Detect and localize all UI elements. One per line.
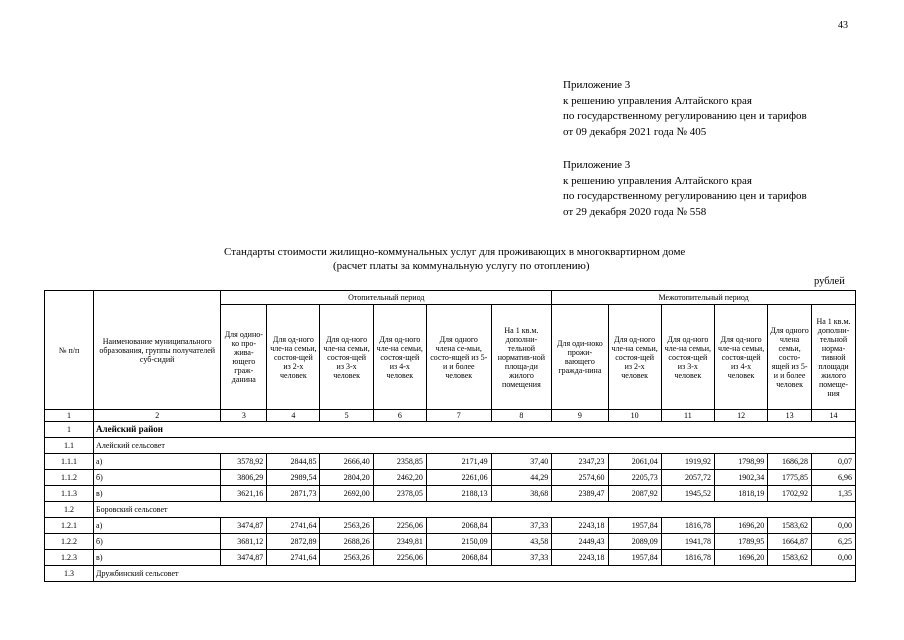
appendix-line: по государственному регулированию цен и тарифов bbox=[563, 110, 807, 122]
value-cell: 2449,43 bbox=[552, 534, 608, 550]
settlement-row bbox=[45, 502, 856, 518]
value-cell: 2061,04 bbox=[608, 454, 661, 470]
value-cell: 37,40 bbox=[491, 454, 552, 470]
value-cell: 1818,19 bbox=[714, 486, 767, 502]
appendix-line: к решению управления Алтайского края bbox=[563, 174, 752, 187]
value-cell: 1816,78 bbox=[661, 518, 714, 534]
column-number: 5 bbox=[320, 410, 373, 422]
row-code: 1.2 bbox=[45, 502, 94, 518]
value-cell: 2844,85 bbox=[267, 454, 320, 470]
value-cell: 2261,06 bbox=[426, 470, 491, 486]
header-interheating-col: Для од-ного чле-на семьи, состоя-щей из 4-х человек bbox=[714, 305, 767, 410]
value-cell: 1,35 bbox=[812, 486, 856, 502]
row-code: 1.1 bbox=[45, 438, 94, 454]
value-cell: 2804,20 bbox=[320, 470, 373, 486]
header-interheating-col: Для оди-ноко прожи-вающего гражда-нина bbox=[552, 305, 608, 410]
appendix-line: Приложение 3 bbox=[563, 159, 631, 171]
value-cell: 0,00 bbox=[812, 518, 856, 534]
value-cell: 6,25 bbox=[812, 534, 856, 550]
value-cell: 2871,73 bbox=[267, 486, 320, 502]
table-row bbox=[45, 518, 856, 534]
header-heating-col: Для од-ного чле-на семьи, состоя-щей из 3-х человек bbox=[320, 305, 373, 410]
settlement-name: Боровский сельсовет bbox=[94, 502, 856, 518]
settlement-row bbox=[45, 438, 856, 454]
value-cell: 2989,54 bbox=[267, 470, 320, 486]
value-cell: 3474,87 bbox=[221, 550, 267, 566]
appendix-current-block bbox=[563, 78, 807, 140]
value-cell: 2462,20 bbox=[373, 470, 426, 486]
value-cell: 2188,13 bbox=[426, 486, 491, 502]
column-number: 11 bbox=[661, 410, 714, 422]
row-code: 1 bbox=[45, 422, 94, 438]
value-cell: 2692,00 bbox=[320, 486, 373, 502]
value-cell: 2389,47 bbox=[552, 486, 608, 502]
value-cell: 2666,40 bbox=[320, 454, 373, 470]
appendix-line: к решению управления Алтайского края bbox=[563, 94, 752, 107]
row-code: 1.2.3 bbox=[45, 550, 94, 566]
header-heating-period: Отопительный период bbox=[221, 291, 552, 305]
value-cell: 2150,09 bbox=[426, 534, 491, 550]
header-interheating-col: Для одного члена семьи, состо-ящей из 5-и и более человек bbox=[768, 305, 812, 410]
value-cell: 3578,92 bbox=[221, 454, 267, 470]
header-heating-col: Для одного члена се-мьи, состо-ящей из 5-и и более человек bbox=[426, 305, 491, 410]
row-code: 1.3 bbox=[45, 566, 94, 582]
table-row bbox=[45, 550, 856, 566]
value-cell: 2256,06 bbox=[373, 518, 426, 534]
value-cell: 2574,60 bbox=[552, 470, 608, 486]
column-number: 14 bbox=[812, 410, 856, 422]
value-cell: 0,00 bbox=[812, 550, 856, 566]
value-cell: 1957,84 bbox=[608, 550, 661, 566]
row-code: 1.1.3 bbox=[45, 486, 94, 502]
value-cell: 3681,12 bbox=[221, 534, 267, 550]
table-body bbox=[45, 422, 856, 582]
value-cell: 1816,78 bbox=[661, 550, 714, 566]
value-cell: 3806,29 bbox=[221, 470, 267, 486]
appendix-line: от 09 декабря 2021 года № 405 bbox=[563, 125, 707, 138]
title-subline: (расчет платы за коммунальную услугу по отоплению) bbox=[333, 260, 590, 272]
table-row bbox=[45, 486, 856, 502]
column-number: 2 bbox=[94, 410, 221, 422]
value-cell: 1686,28 bbox=[768, 454, 812, 470]
value-cell: 2688,26 bbox=[320, 534, 373, 550]
currency-unit: рублей bbox=[814, 276, 845, 287]
header-heating-col: Для одино-ко про-жива-ющего граж-данина bbox=[221, 305, 267, 410]
district-name: Алейский район bbox=[94, 422, 856, 438]
value-cell: 3621,16 bbox=[221, 486, 267, 502]
value-cell: 2563,26 bbox=[320, 550, 373, 566]
header-heating-col: Для од-ного чле-на семьи, состоя-щей из 2-х человек bbox=[267, 305, 320, 410]
district-row bbox=[45, 422, 856, 438]
value-cell: 2358,85 bbox=[373, 454, 426, 470]
value-cell: 1902,34 bbox=[714, 470, 767, 486]
appendix-line: по государственному регулированию цен и тарифов bbox=[563, 190, 807, 202]
column-number: 12 bbox=[714, 410, 767, 422]
settlement-name: Алейский сельсовет bbox=[94, 438, 856, 454]
value-cell: 3474,87 bbox=[221, 518, 267, 534]
column-number: 10 bbox=[608, 410, 661, 422]
header-interheating-col: Для од-ного чле-на семьи, состоя-щей из 2-х человек bbox=[608, 305, 661, 410]
row-code: 1.1.2 bbox=[45, 470, 94, 486]
row-label: в) bbox=[94, 550, 221, 566]
value-cell: 1941,78 bbox=[661, 534, 714, 550]
value-cell: 1583,62 bbox=[768, 550, 812, 566]
value-cell: 44,29 bbox=[491, 470, 552, 486]
header-heating-col: Для од-ного чле-на семьи, состоя-щей из 4-х человек bbox=[373, 305, 426, 410]
value-cell: 1945,52 bbox=[661, 486, 714, 502]
value-cell: 2378,05 bbox=[373, 486, 426, 502]
column-number: 3 bbox=[221, 410, 267, 422]
value-cell: 2057,72 bbox=[661, 470, 714, 486]
value-cell: 2089,09 bbox=[608, 534, 661, 550]
value-cell: 2068,84 bbox=[426, 518, 491, 534]
value-cell: 43,58 bbox=[491, 534, 552, 550]
column-number: 13 bbox=[768, 410, 812, 422]
value-cell: 1798,99 bbox=[714, 454, 767, 470]
row-label: б) bbox=[94, 470, 221, 486]
page-number: 43 bbox=[838, 20, 848, 31]
value-cell: 1789,95 bbox=[714, 534, 767, 550]
value-cell: 0,07 bbox=[812, 454, 856, 470]
value-cell: 2741,64 bbox=[267, 518, 320, 534]
value-cell: 38,68 bbox=[491, 486, 552, 502]
value-cell: 2741,64 bbox=[267, 550, 320, 566]
value-cell: 1775,85 bbox=[768, 470, 812, 486]
value-cell: 1583,62 bbox=[768, 518, 812, 534]
column-number: 1 bbox=[45, 410, 94, 422]
appendix-line: Приложение 3 bbox=[563, 79, 631, 91]
value-cell: 2068,84 bbox=[426, 550, 491, 566]
value-cell: 2872,89 bbox=[267, 534, 320, 550]
row-label: а) bbox=[94, 518, 221, 534]
value-cell: 1664,87 bbox=[768, 534, 812, 550]
column-number-row bbox=[45, 410, 856, 422]
value-cell: 1696,20 bbox=[714, 518, 767, 534]
column-number: 7 bbox=[426, 410, 491, 422]
settlement-name: Дружбинский сельсовет bbox=[94, 566, 856, 582]
header-interheating-col: На 1 кв.м. дополни-тельной норма-тивной площади жилого помеще-ния bbox=[812, 305, 856, 410]
value-cell: 1696,20 bbox=[714, 550, 767, 566]
header-interheating-period: Межотопительный период bbox=[552, 291, 856, 305]
row-code: 1.2.1 bbox=[45, 518, 94, 534]
header-number: № п/п bbox=[45, 291, 94, 410]
appendix-line: от 29 декабря 2020 года № 558 bbox=[563, 205, 707, 218]
cost-standards-table bbox=[44, 290, 856, 582]
value-cell: 37,33 bbox=[491, 550, 552, 566]
value-cell: 6,96 bbox=[812, 470, 856, 486]
value-cell: 2347,23 bbox=[552, 454, 608, 470]
value-cell: 2349,81 bbox=[373, 534, 426, 550]
value-cell: 2563,26 bbox=[320, 518, 373, 534]
value-cell: 1957,84 bbox=[608, 518, 661, 534]
row-code: 1.2.2 bbox=[45, 534, 94, 550]
header-heating-col: На 1 кв.м. дополни-тельной норматив-ной площа-ди жилого помещения bbox=[491, 305, 552, 410]
value-cell: 2243,18 bbox=[552, 550, 608, 566]
row-code: 1.1.1 bbox=[45, 454, 94, 470]
value-cell: 2171,49 bbox=[426, 454, 491, 470]
table-row bbox=[45, 470, 856, 486]
header-interheating-col: Для од-ного чле-на семьи, состоя-щей из 3-х человек bbox=[661, 305, 714, 410]
value-cell: 1702,92 bbox=[768, 486, 812, 502]
table-row bbox=[45, 534, 856, 550]
row-label: а) bbox=[94, 454, 221, 470]
header-name: Наименование муниципального образования, группы получателей суб-сидий bbox=[94, 291, 221, 410]
value-cell: 2087,92 bbox=[608, 486, 661, 502]
value-cell: 37,33 bbox=[491, 518, 552, 534]
column-number: 9 bbox=[552, 410, 608, 422]
title-line: Стандарты стоимости жилищно-коммунальных услуг для проживающих в многоквартирном доме bbox=[224, 246, 686, 258]
settlement-row bbox=[45, 566, 856, 582]
column-number: 4 bbox=[267, 410, 320, 422]
appendix-previous-block bbox=[563, 158, 807, 220]
value-cell: 2243,18 bbox=[552, 518, 608, 534]
row-label: б) bbox=[94, 534, 221, 550]
value-cell: 2205,73 bbox=[608, 470, 661, 486]
value-cell: 1919,92 bbox=[661, 454, 714, 470]
row-label: в) bbox=[94, 486, 221, 502]
value-cell: 2256,06 bbox=[373, 550, 426, 566]
column-number: 8 bbox=[491, 410, 552, 422]
table-row bbox=[45, 454, 856, 470]
column-number: 6 bbox=[373, 410, 426, 422]
